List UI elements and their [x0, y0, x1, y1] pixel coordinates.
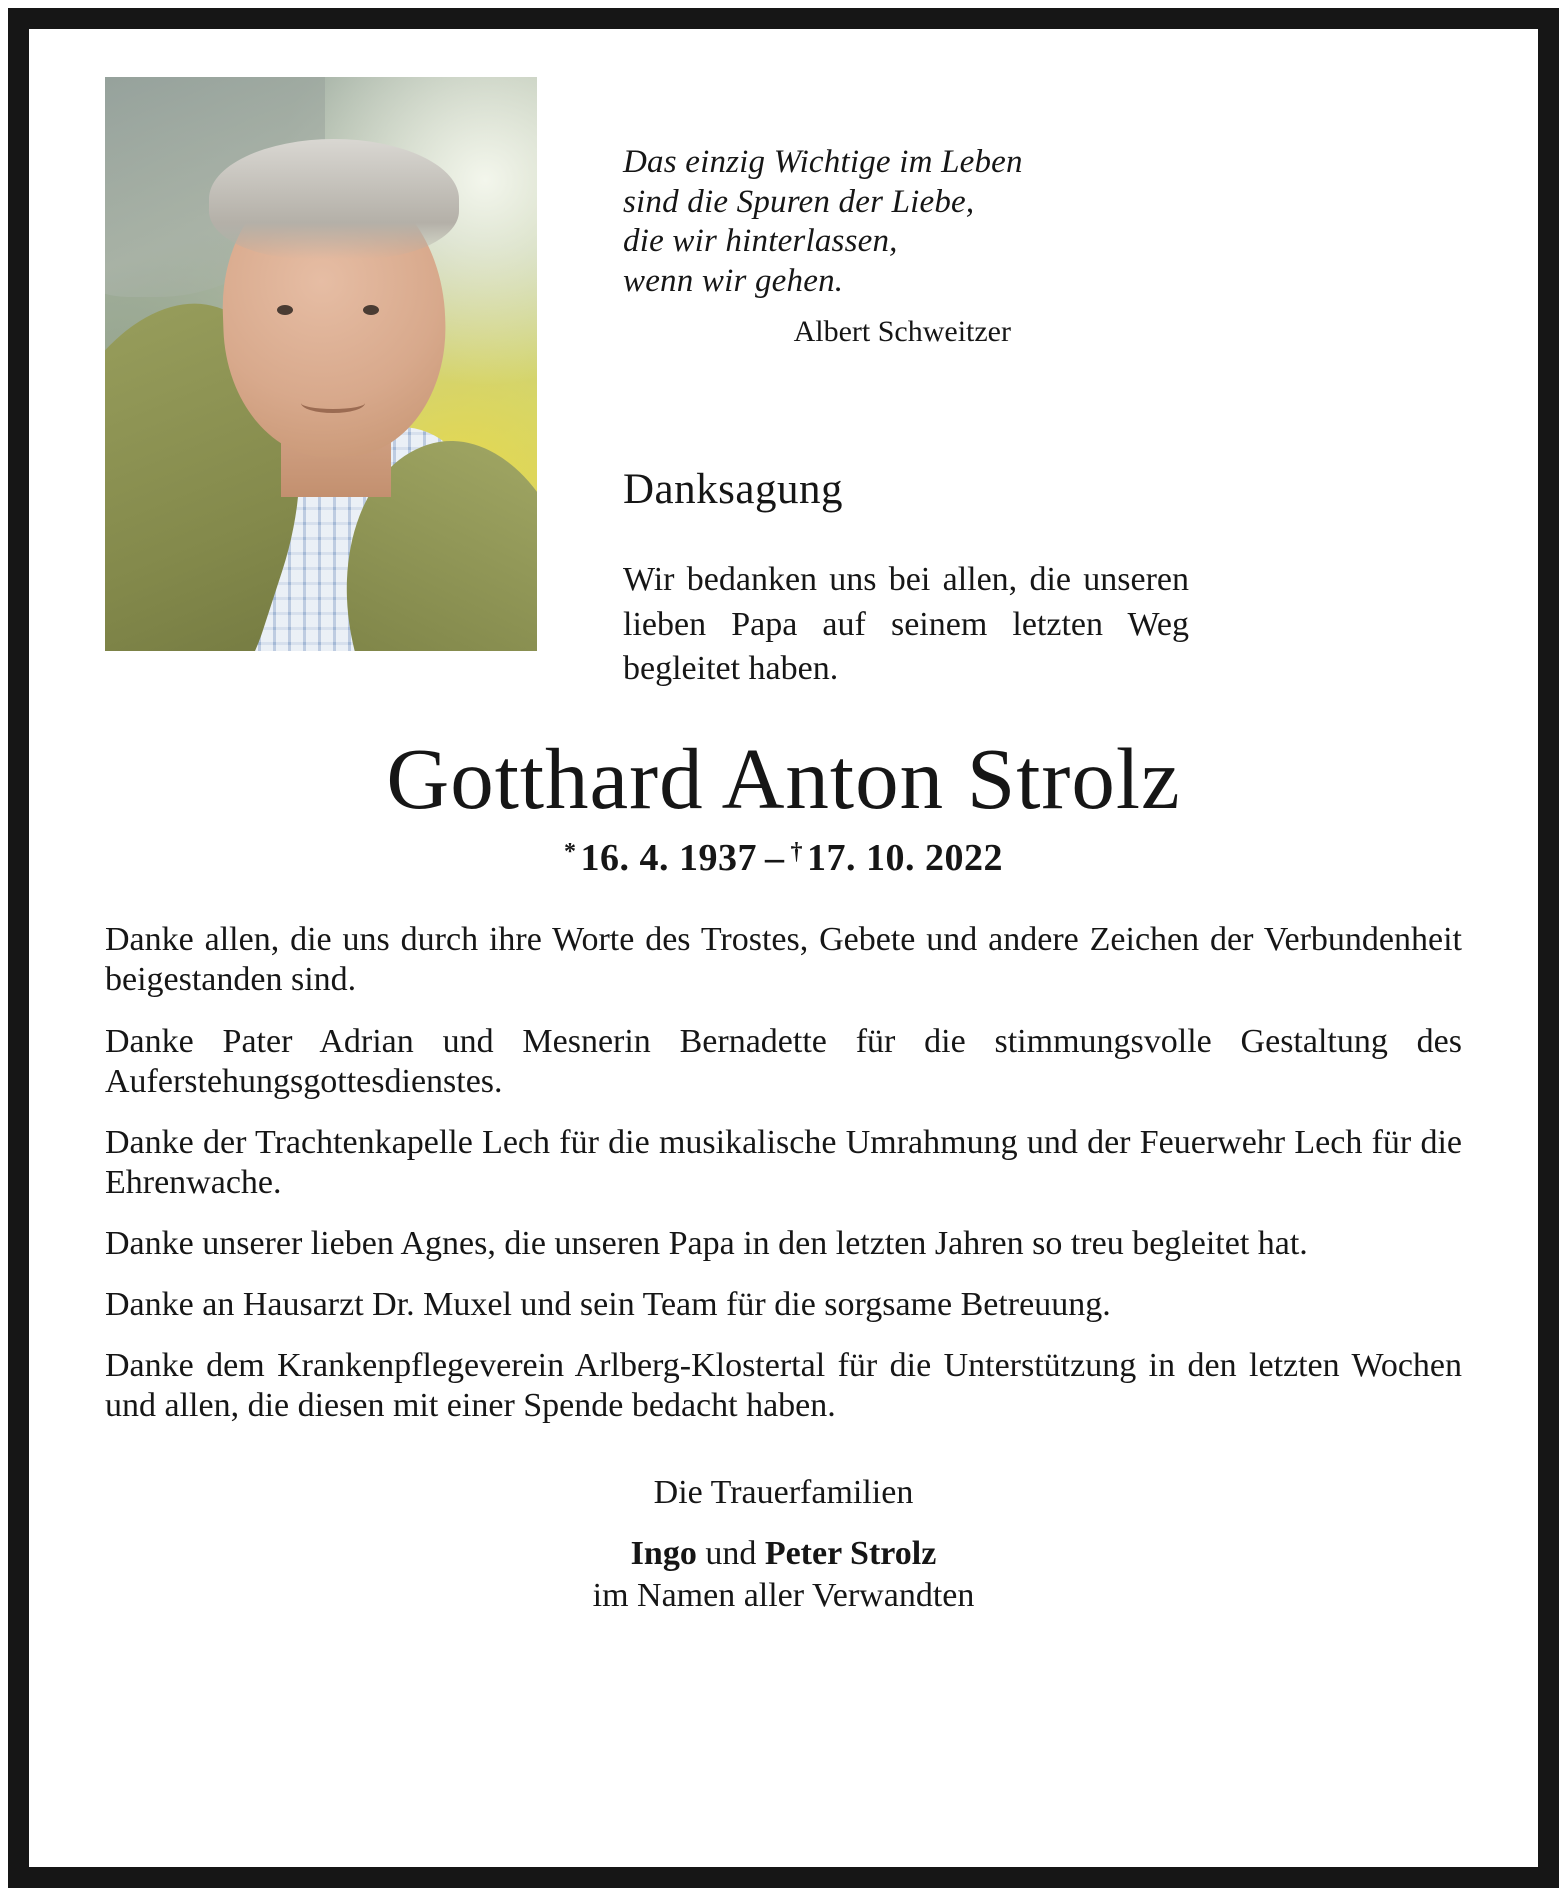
black-border-frame	[8, 8, 1559, 1888]
quote-column	[623, 77, 1189, 691]
closing-name-ingo: Ingo	[630, 1534, 697, 1572]
photo-mouth	[301, 393, 365, 413]
photo-hair	[209, 139, 459, 259]
thanks-paragraph: Danke der Trachtenkapelle Lech für die musikalische Umrahmung und der Feuerwehr Lech für die Ehrenwache.	[105, 1123, 1462, 1201]
closing-line-families: Die Trauerfamilien	[653, 1474, 914, 1512]
death-symbol: †	[790, 839, 803, 866]
thanks-paragraph: Danke an Hausarzt Dr. Muxel und sein Team für die sorgsame Betreuung.	[105, 1286, 1111, 1324]
photo-eye-right	[363, 305, 379, 315]
closing-block	[105, 1472, 1462, 1618]
closing-name-peter-strolz: Peter Strolz	[764, 1534, 937, 1572]
quote-line: die wir hinterlassen,	[623, 223, 898, 260]
dates-separator: –	[765, 837, 785, 880]
birth-date: 16. 4. 1937	[580, 837, 757, 880]
quote-line: wenn wir gehen.	[623, 262, 844, 299]
photo-eye-left	[277, 305, 293, 315]
obituary-content	[29, 29, 1538, 1618]
thanks-paragraphs	[105, 920, 1462, 1426]
section-title-danksagung: Danksagung	[623, 466, 843, 514]
deceased-name: Gotthard Anton Strolz	[386, 729, 1181, 827]
portrait-photo	[105, 77, 537, 651]
closing-names	[105, 1533, 1462, 1576]
death-date: 17. 10. 2022	[807, 837, 1003, 880]
thanks-paragraph: Danke Pater Adrian und Mesnerin Bernadette für die stimmungsvolle Gestaltung des Auferstehungsgottesdienstes.	[105, 1022, 1462, 1100]
memorial-quote	[623, 143, 1189, 301]
top-section	[105, 77, 1462, 691]
quote-line: sind die Spuren der Liebe,	[623, 183, 975, 220]
thanks-paragraph: Danke unserer lieben Agnes, die unseren Papa in den letzten Jahren so treu begleitet hat.	[105, 1224, 1308, 1262]
life-dates	[105, 836, 1462, 880]
thanks-paragraph: Danke dem Krankenpflegeverein Arlberg-Klostertal für die Unterstützung in den letzten Wochen und allen, die diesen mit einer Spende bedacht haben.	[105, 1347, 1462, 1425]
birth-symbol: *	[564, 839, 577, 866]
closing-line-relatives: im Namen aller Verwandten	[592, 1577, 975, 1615]
quote-attribution: Albert Schweitzer	[793, 315, 1011, 349]
thanks-paragraph: Danke allen, die uns durch ihre Worte des Trostes, Gebete und andere Zeichen der Verbundenheit beigestanden sind.	[105, 921, 1462, 999]
closing-conjunction: und	[705, 1534, 757, 1572]
intro-paragraph: Wir bedanken uns bei allen, die unseren lieben Papa auf seinem letzten Weg begleitet haben.	[623, 561, 1189, 687]
quote-line: Das einzig Wichtige im Leben	[623, 144, 1023, 180]
